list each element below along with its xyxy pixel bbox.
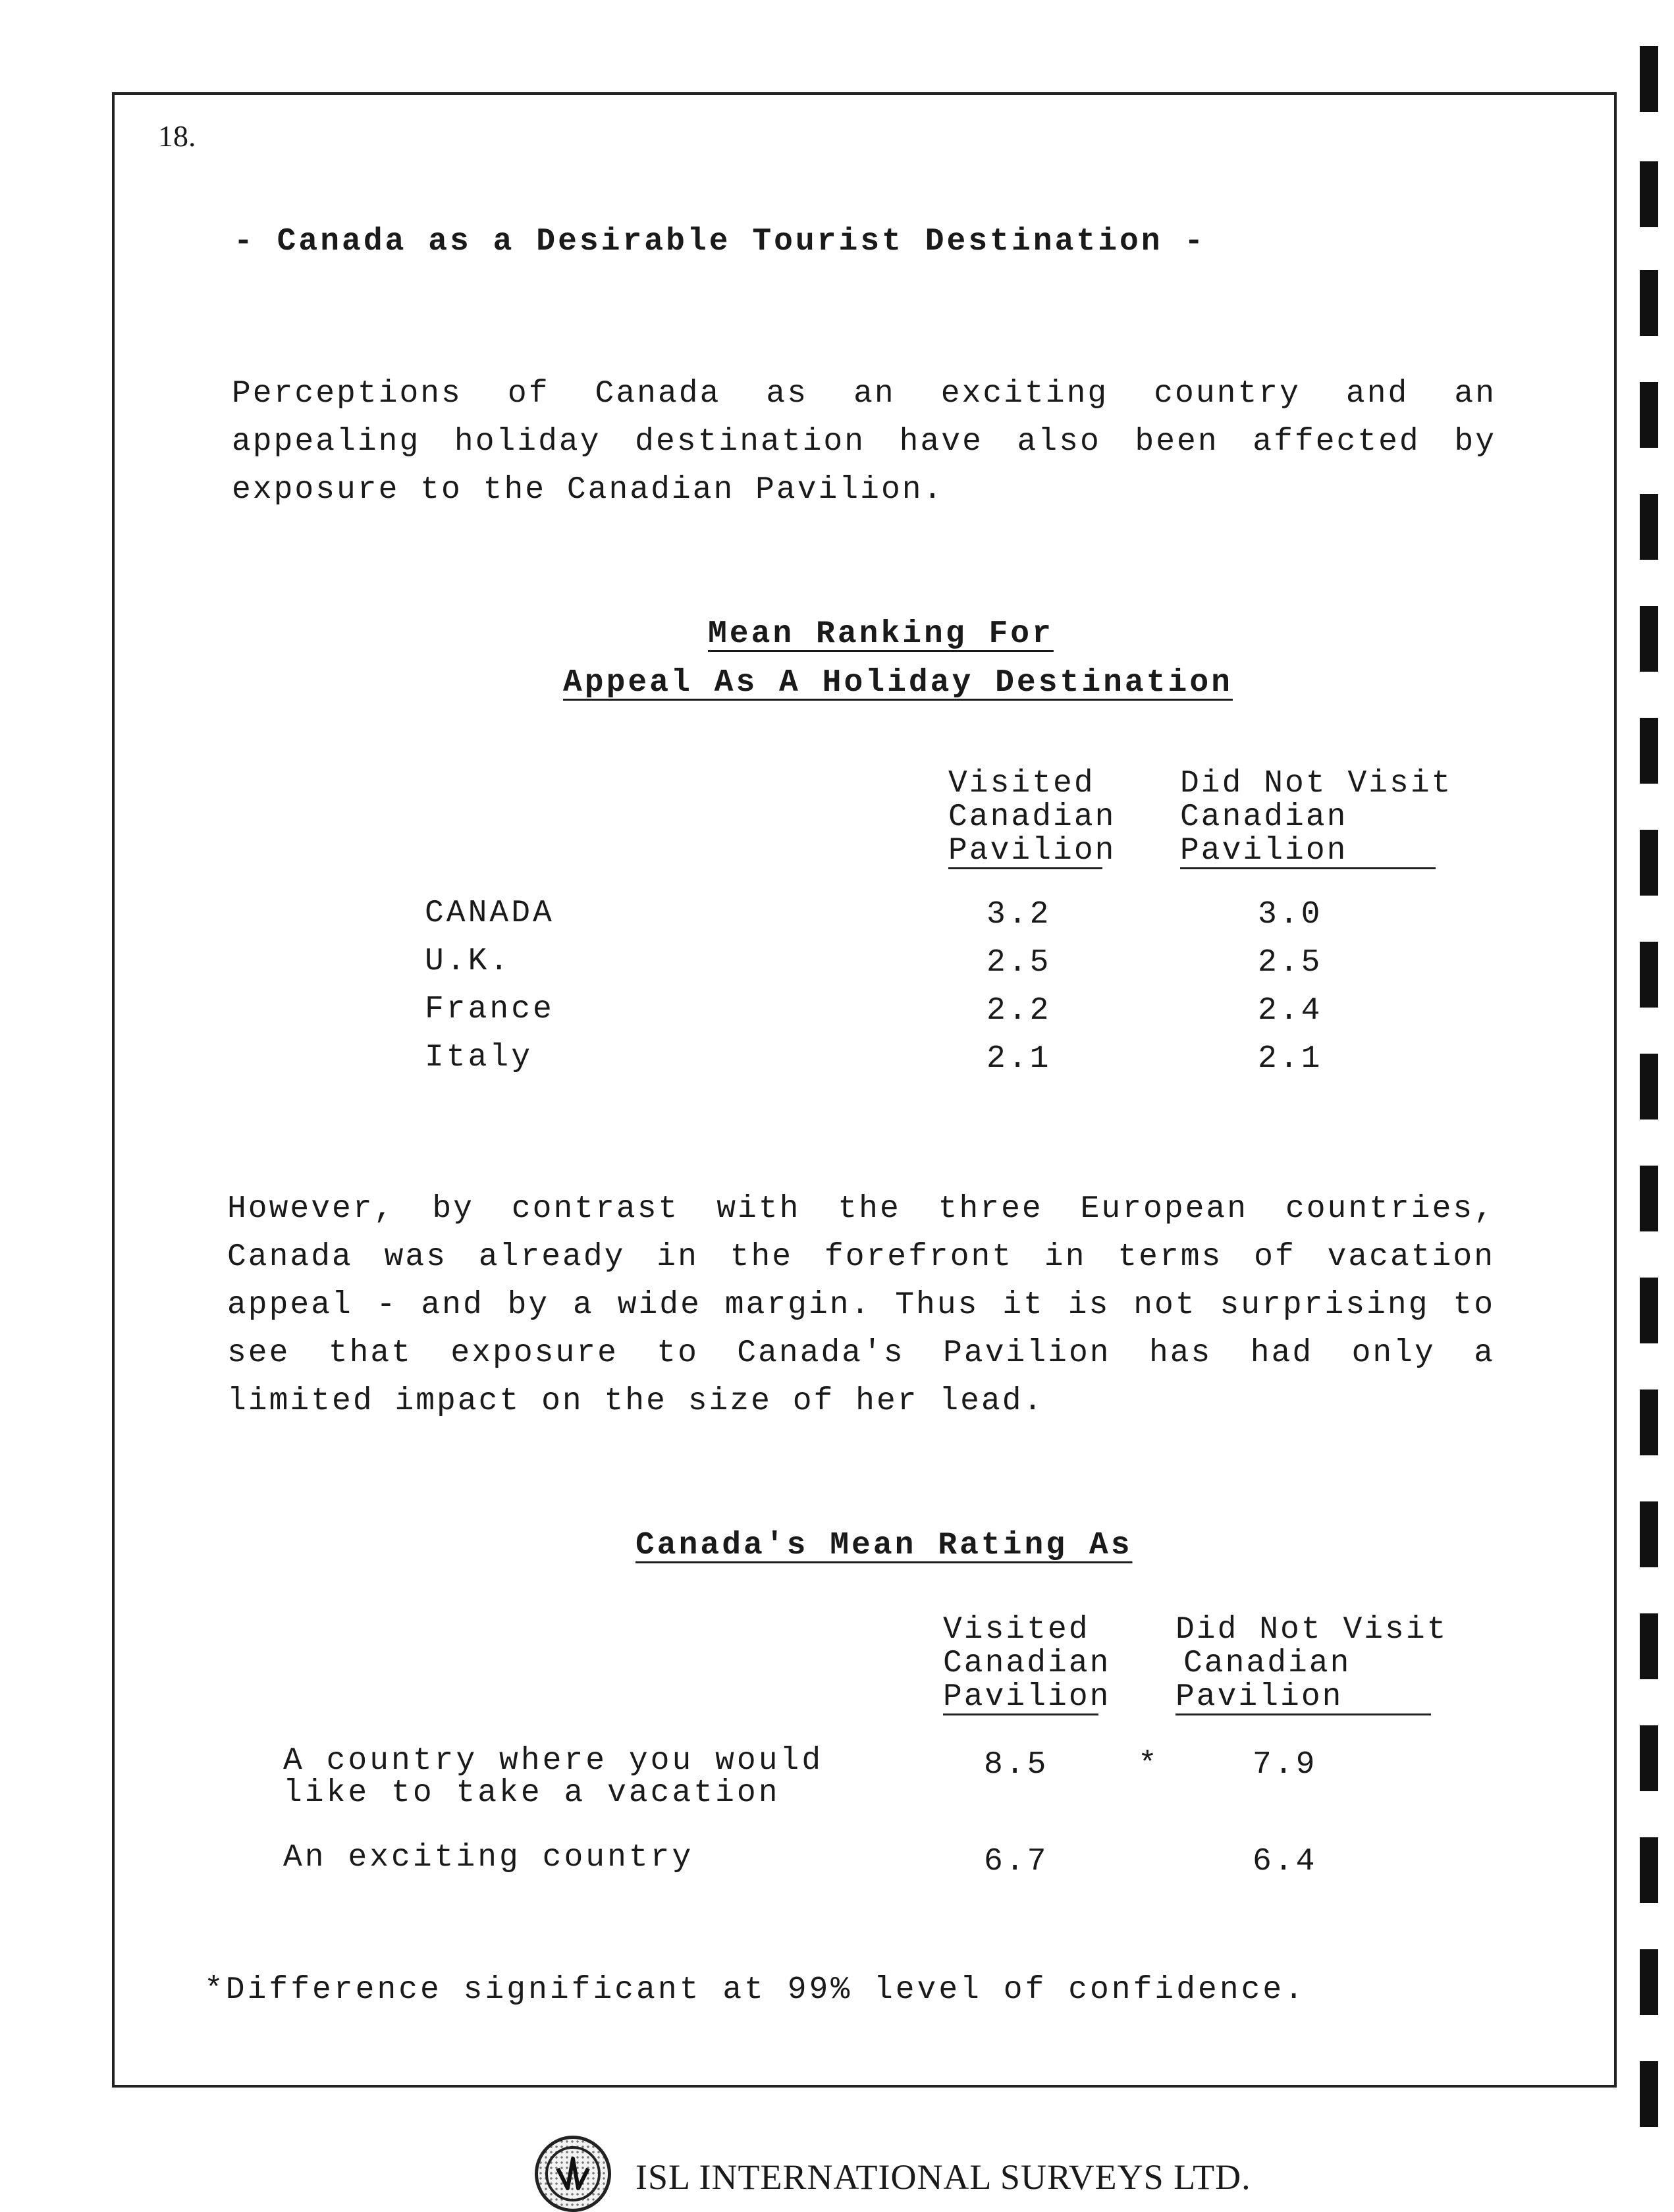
table-row-label: CANADA: [425, 896, 554, 931]
table-row-not-visited: 7.9: [1253, 1747, 1318, 1783]
header-line: Did Not Visit: [1180, 766, 1453, 801]
table-row-label-continued: like to take a vacation: [283, 1775, 780, 1811]
table-row-label: U.K.: [425, 944, 512, 979]
table-row-visited: 3.2: [986, 897, 1052, 932]
binder-mark: [1640, 830, 1658, 896]
table-row-label: France: [425, 992, 554, 1027]
binder-mark: [1640, 1613, 1658, 1679]
header-line: Pavilion: [1180, 833, 1348, 869]
table-row-visited: 2.5: [986, 945, 1052, 981]
header-line: Did Not Visit: [1175, 1612, 1448, 1648]
table-row-not-visited: 3.0: [1258, 897, 1323, 932]
header-line: Visited: [943, 1612, 1090, 1648]
binder-mark: [1640, 1949, 1658, 2015]
page-number: 18.: [158, 119, 196, 153]
company-name: ISL INTERNATIONAL SURVEYS LTD.: [635, 2157, 1251, 2197]
binder-mark: [1640, 494, 1658, 560]
footnote: *Difference significant at 99% level of confidence.: [204, 1972, 1307, 2008]
contrast-paragraph: However, by contrast with the three European countries, Canada was already in the forefront in terms of vacation appeal - and by a wide margin. Thus it is not surprising to see that exposure to Canada's Pavilion has had only a limited impact on the size of her lead.: [227, 1191, 1495, 1419]
binder-mark: [1640, 942, 1658, 1008]
table-row-not-visited: 2.4: [1258, 993, 1323, 1029]
binder-mark: [1640, 1054, 1658, 1119]
table-row-visited: 2.1: [986, 1041, 1052, 1077]
table-row-not-visited: 6.4: [1253, 1844, 1318, 1879]
table2-col-visited-header: [943, 1613, 1110, 1714]
table1-col-visited-header: [948, 767, 1116, 868]
table1-col-notvisited-header: [1180, 767, 1452, 868]
header-line: Canadian: [943, 1646, 1111, 1681]
table1-title-line1: Mean Ranking For: [708, 616, 1054, 652]
header-line: Pavilion: [948, 833, 1116, 869]
binder-mark: [1640, 2061, 1658, 2127]
section-title: - Canada as a Desirable Tourist Destination -: [234, 224, 1206, 259]
table-row-visited: 2.2: [986, 993, 1052, 1029]
binder-mark: [1640, 1278, 1658, 1343]
binder-mark: [1640, 1725, 1658, 1791]
header-line: Pavilion: [943, 1679, 1111, 1715]
binder-mark: [1640, 46, 1658, 112]
header-line: Visited: [948, 766, 1095, 801]
header-line: Canadian: [1180, 799, 1348, 835]
header-line: Canadian: [948, 799, 1116, 835]
table-row-label: Italy: [425, 1040, 533, 1075]
binder-mark: [1640, 270, 1658, 336]
binder-mark: [1640, 1389, 1658, 1455]
binder-mark: [1640, 382, 1658, 448]
table-row-visited: 8.5: [984, 1747, 1049, 1783]
binder-mark: [1640, 1501, 1658, 1567]
table2-col-notvisited-header: [1175, 1613, 1447, 1714]
binder-mark: [1640, 606, 1658, 672]
binder-mark: [1640, 1166, 1658, 1231]
table-row-label: A country where you would: [283, 1743, 824, 1779]
binder-mark: [1640, 161, 1658, 227]
header-line: Canadian: [1183, 1646, 1351, 1681]
table2-col-notvisited-rule: [1175, 1713, 1431, 1715]
binder-mark: [1640, 1837, 1658, 1903]
significance-marker: *: [1138, 1747, 1160, 1783]
table1-title-line2: Appeal As A Holiday Destination: [563, 665, 1233, 701]
table1-col-notvisited-rule: [1180, 867, 1436, 869]
table2-col-visited-rule: [943, 1713, 1098, 1715]
header-line: Pavilion: [1175, 1679, 1343, 1715]
binder-mark: [1640, 718, 1658, 784]
table1-col-visited-rule: [948, 867, 1102, 869]
table-row-label: An exciting country: [283, 1840, 694, 1875]
intro-paragraph: Perceptions of Canada as an exciting country and an appealing holiday destination have also been affected by exposure to the Canadian Pavilion.: [232, 376, 1496, 508]
table-row-visited: 6.7: [984, 1844, 1049, 1879]
isl-globe-logo-icon: [535, 2136, 611, 2212]
table-row-not-visited: 2.5: [1258, 945, 1323, 981]
table2-title: Canada's Mean Rating As: [635, 1528, 1133, 1563]
table-row-not-visited: 2.1: [1258, 1041, 1323, 1077]
